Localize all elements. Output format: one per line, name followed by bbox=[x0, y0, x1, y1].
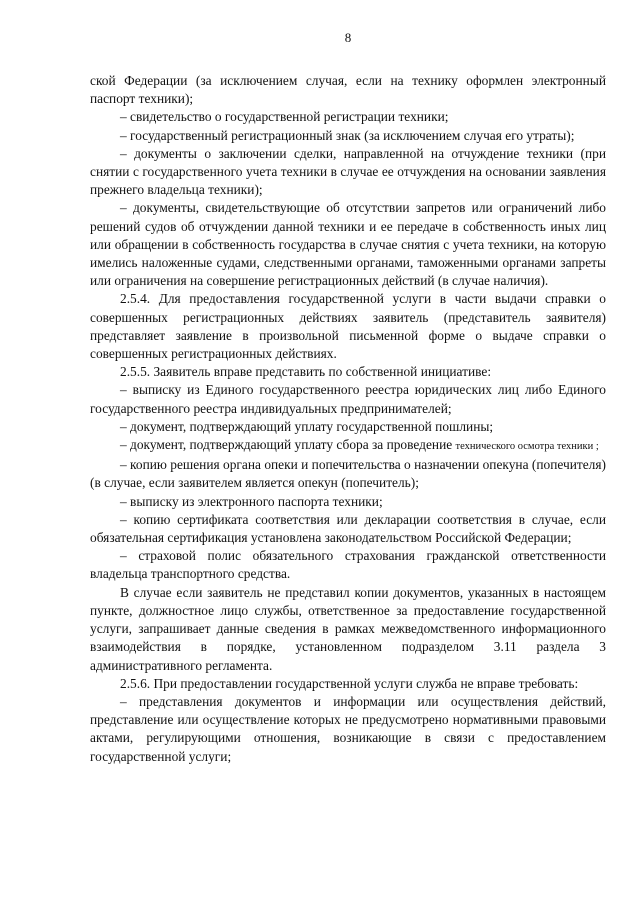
paragraph bbox=[90, 584, 606, 675]
paragraph bbox=[90, 290, 606, 363]
paragraph-text: 2.5.6. При предоставлении государственной услуги служба не вправе требовать: bbox=[120, 675, 579, 691]
paragraph bbox=[90, 493, 606, 511]
paragraph bbox=[90, 547, 606, 583]
paragraph-text: – представления документов и информации или осуществления действий, представление или осуществление которых не предусмотрено нормативными правовыми актами, регулирующими отношения, возникающие в связи с предоставлением государственной услуги; bbox=[90, 693, 606, 764]
paragraph-text: 2.5.5. Заявитель вправе представить по собственной инициативе: bbox=[120, 364, 492, 380]
paragraph bbox=[90, 511, 606, 547]
paragraph bbox=[90, 675, 606, 693]
paragraph-text: В случае если заявитель не представил копии документов, указанных в настоящем пункте, должностное лицо службы, ответственное за предоставление государственной услуги, запрашивает данные сведения в рамках межведомственного информационного взаимодействия в порядке, установленном подразделом 3.11 раздела 3 административного регламента. bbox=[90, 584, 606, 673]
paragraph-text: – документы о заключении сделки, направленной на отчуждение техники (при снятии с государственного учета техники в случае ее отчуждения на основании заявления прежнего владельца техники); bbox=[90, 145, 606, 198]
paragraph-text: – документ, подтверждающий уплату государственной пошлины; bbox=[120, 418, 494, 434]
paragraph bbox=[90, 127, 606, 145]
paragraph-text: ской Федерации (за исключением случая, если на технику оформлен электронный паспорт техники); bbox=[90, 73, 606, 107]
paragraph-text: – выписку из электронного паспорта техники; bbox=[120, 493, 383, 509]
paragraph bbox=[90, 199, 606, 290]
paragraph-text: – государственный регистрационный знак (за исключением случая его утраты); bbox=[120, 127, 575, 143]
paragraph bbox=[90, 418, 606, 436]
paragraph bbox=[90, 693, 606, 766]
paragraph bbox=[90, 363, 606, 381]
paragraph-text: – документы, свидетельствующие об отсутствии запретов или ограничений либо решений судов об отчуждении данной техники и ее передаче в собственность иных лиц или обращении в собственность государства в случае снятия с учета техники, на которую имелись наложенные судами, следственными органами, таможенными органами запреты или ограничения на совершение регистрационных действий (в случае наличия). bbox=[90, 200, 606, 289]
page-number: 8 bbox=[344, 30, 352, 45]
paragraph bbox=[90, 72, 606, 108]
paragraph bbox=[90, 108, 606, 126]
document-body bbox=[90, 72, 606, 766]
document-page bbox=[90, 30, 606, 766]
paragraph-text: – документ, подтверждающий уплату сбора за проведение bbox=[120, 437, 453, 453]
paragraph bbox=[90, 145, 606, 200]
paragraph-text: 2.5.4. Для предоставления государственной услуги в части выдачи справки о совершенных регистрационных действиях заявитель (представитель заявителя) представляет заявление в произвольной письменной форме о выдаче справки о совершенных регистрационных действиях. bbox=[90, 291, 606, 362]
paragraph-text: – выписку из Единого государственного реестра юридических лиц либо Единого государственного реестра индивидуальных предпринимателей; bbox=[90, 382, 606, 416]
paragraph-text: – свидетельство о государственной регистрации техники; bbox=[120, 109, 449, 125]
paragraph-small-text: технического осмотра техники ; bbox=[455, 441, 599, 453]
paragraph bbox=[90, 381, 606, 417]
paragraph-text: – копию сертификата соответствия или декларации соответствия в случае, если обязательная сертификация установлена законодательством Российской Федерации; bbox=[90, 511, 606, 546]
paragraph bbox=[90, 436, 606, 456]
paragraph-text: – страховой полис обязательного страхования гражданской ответственности владельца транспортного средства. bbox=[90, 548, 606, 582]
paragraph-text: – копию решения органа опеки и попечительства о назначении опекуна (попечителя) (в случае, если заявителем является опекун (попечитель); bbox=[90, 457, 606, 491]
paragraph bbox=[90, 456, 606, 492]
